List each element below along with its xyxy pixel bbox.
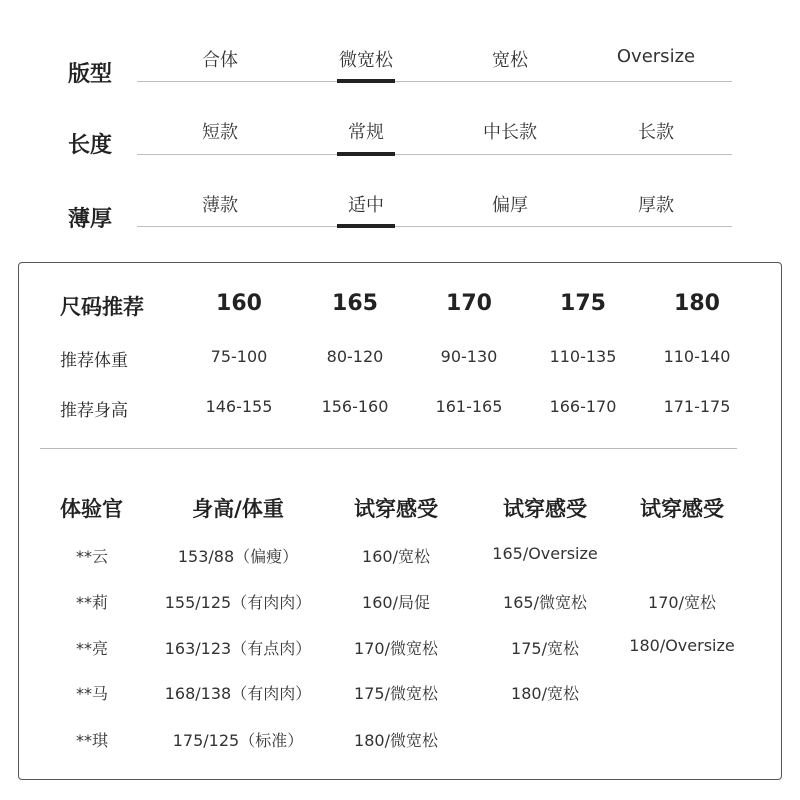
- trial-header-fit-3: 试穿感受: [640, 497, 724, 521]
- tester-fit-1: 180/微宽松: [354, 731, 438, 750]
- tester-fit-2: 175/宽松: [511, 639, 579, 658]
- tester-stats: 175/125（标准）: [172, 731, 304, 750]
- height-value-160: 146-155: [205, 397, 273, 416]
- trial-header-stats: 身高/体重: [192, 497, 284, 521]
- tester-stats: 153/88（偏瘦）: [177, 547, 299, 566]
- tester-stats: 168/138（有肉肉）: [164, 684, 312, 703]
- panel-divider: [40, 448, 737, 449]
- attr-label-length: 长度: [68, 133, 113, 158]
- trial-header-fit-2: 试穿感受: [503, 497, 587, 521]
- tester-stats: 155/125（有肉肉）: [164, 593, 312, 612]
- thickness-selected-indicator: [337, 224, 395, 228]
- option-thickness-thick[interactable]: 厚款: [638, 195, 674, 216]
- tester-fit-2: 165/微宽松: [503, 593, 587, 612]
- size-table-header: 尺码推荐: [60, 295, 144, 319]
- size-column-170: 170: [446, 291, 492, 316]
- tester-name: **琪: [76, 731, 109, 750]
- height-value-165: 156-160: [321, 397, 389, 416]
- height-value-170: 161-165: [435, 397, 503, 416]
- height-value-175: 166-170: [549, 397, 617, 416]
- fit-divider-line: [137, 81, 732, 82]
- height-value-180: 171-175: [663, 397, 731, 416]
- option-thickness-thickish[interactable]: 偏厚: [492, 195, 528, 216]
- option-fit-slightly-loose[interactable]: 微宽松: [339, 50, 393, 71]
- option-thickness-thin[interactable]: 薄款: [202, 195, 238, 216]
- tester-name: **亮: [76, 639, 109, 658]
- fit-selected-indicator: [337, 79, 395, 83]
- tester-fit-1: 160/局促: [362, 593, 430, 612]
- length-selected-indicator: [337, 152, 395, 156]
- tester-fit-3: 170/宽松: [648, 593, 716, 612]
- tester-fit-1: 160/宽松: [362, 547, 430, 566]
- height-row-label: 推荐身高: [60, 401, 128, 421]
- length-divider-line: [137, 154, 732, 155]
- thickness-divider-line: [137, 226, 732, 227]
- tester-stats: 163/123（有点肉）: [164, 639, 312, 658]
- tester-fit-2: 165/Oversize: [492, 544, 598, 563]
- weight-row-label: 推荐体重: [60, 351, 128, 371]
- option-length-long[interactable]: 长款: [638, 122, 674, 143]
- tester-fit-1: 170/微宽松: [354, 639, 438, 658]
- attr-label-fit: 版型: [68, 62, 113, 87]
- size-column-160: 160: [216, 291, 262, 316]
- tester-name: **莉: [76, 593, 109, 612]
- tester-fit-3: 180/Oversize: [629, 636, 735, 655]
- attr-label-thickness: 薄厚: [68, 207, 113, 232]
- option-fit-loose[interactable]: 宽松: [492, 50, 528, 71]
- size-column-165: 165: [332, 291, 378, 316]
- option-length-mid-long[interactable]: 中长款: [483, 122, 537, 143]
- option-fit-regular[interactable]: 合体: [202, 50, 238, 71]
- tester-fit-2: 180/宽松: [511, 684, 579, 703]
- tester-name: **云: [76, 547, 109, 566]
- tester-name: **马: [76, 684, 109, 703]
- size-column-175: 175: [560, 291, 606, 316]
- tester-fit-1: 175/微宽松: [354, 684, 438, 703]
- option-length-short[interactable]: 短款: [202, 122, 238, 143]
- weight-value-175: 110-135: [549, 347, 617, 366]
- trial-header-fit-1: 试穿感受: [354, 497, 438, 521]
- option-fit-oversize[interactable]: Oversize: [616, 46, 696, 67]
- option-thickness-medium[interactable]: 适中: [348, 195, 384, 216]
- weight-value-170: 90-130: [440, 347, 498, 366]
- weight-value-160: 75-100: [210, 347, 268, 366]
- option-length-regular[interactable]: 常规: [348, 122, 384, 143]
- weight-value-165: 80-120: [326, 347, 384, 366]
- trial-header-tester: 体验官: [60, 497, 123, 521]
- size-column-180: 180: [674, 291, 720, 316]
- weight-value-180: 110-140: [663, 347, 731, 366]
